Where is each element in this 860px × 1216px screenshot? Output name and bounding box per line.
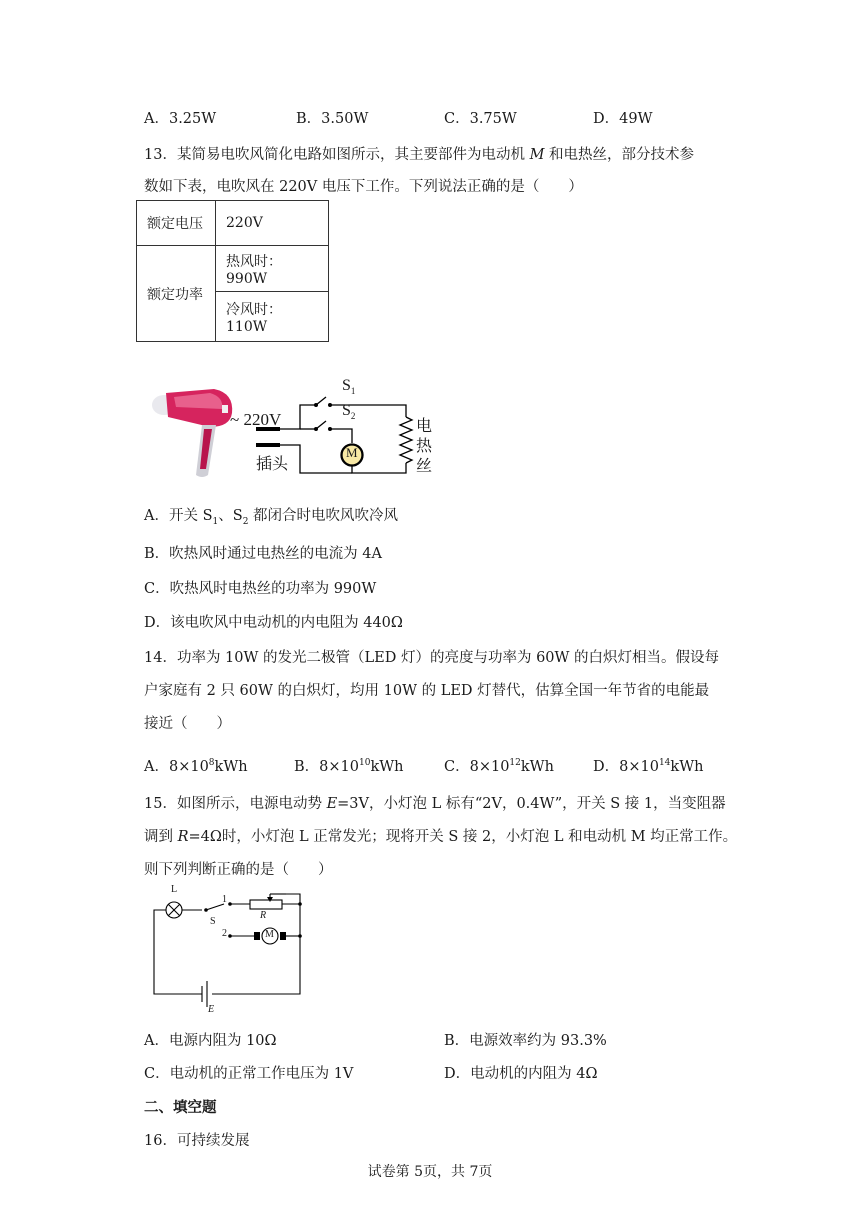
- motor-symbol: M: [346, 445, 358, 460]
- lamp-label: L: [171, 884, 178, 895]
- q13-option-c: C．吹热风时电热丝的功率为 990W: [144, 581, 377, 597]
- q14-stem-line2: 户家庭有 2 只 60W 的白炽灯，均用 10W 的 LED 灯替代，估算全国一年节省的电能最: [144, 683, 710, 699]
- pos1-label: 1: [222, 894, 227, 905]
- heater-label-1: 电: [416, 416, 433, 435]
- q12-option-c: C．3.75W: [444, 111, 517, 127]
- q15-circuit-figure: [150, 886, 310, 1018]
- s2-label: $S_2$: [342, 402, 356, 422]
- q14-stem-line3: 接近（ ）: [144, 716, 231, 732]
- emf-label: E: [208, 1004, 215, 1015]
- rated-voltage-value: 220V: [216, 201, 329, 246]
- q13-option-a: A．开关 $S_1$、$S_2$ 都闭合时电吹风吹冷风: [144, 508, 399, 527]
- motor-label: M: [265, 929, 274, 940]
- cold-wind-power: 冷风时：110W: [216, 292, 329, 342]
- q15-option-a: A．电源内阻为 10Ω: [144, 1033, 277, 1049]
- q15-stem-line3: 则下列判断正确的是（ ）: [144, 862, 333, 878]
- q12-option-d: D．49W: [593, 111, 653, 127]
- hair-dryer-circuit: [144, 383, 444, 483]
- pos2-label: 2: [222, 928, 227, 939]
- q13-option-b: B．吹热风时通过电热丝的电流为 4A: [144, 546, 382, 562]
- section-heading: 二、填空题: [144, 1099, 217, 1116]
- switch-label: S: [210, 916, 216, 927]
- q15-stem-line1: 15．如图所示，电源电动势 E=3V，小灯泡 L 标有“2V，0.4W”，开关 S 接 1，当变阻器: [144, 796, 726, 812]
- q14-option-a: A．$8\times 10^8kWh$: [144, 758, 248, 775]
- q14-option-c: C．$8\times 10^{12}kWh$: [444, 758, 554, 775]
- rated-power-label: 额定功率: [137, 246, 216, 342]
- q15-option-d: D．电动机的内阻为 4Ω: [444, 1066, 598, 1082]
- q14-option-b: B．$8\times 10^{10}kWh$: [294, 758, 404, 775]
- q13-stem-line1: 13．某简易电吹风简化电路如图所示，其主要部件为电动机 M 和电热丝，部分技术参: [144, 147, 695, 163]
- resistor-label: R: [260, 910, 267, 921]
- q15-option-b: B．电源效率约为 93.3%: [444, 1033, 607, 1049]
- q16-stem: 16．可持续发展: [144, 1133, 250, 1149]
- voltage-label: ~ 220V: [230, 410, 282, 429]
- heater-label-2: 热: [416, 436, 433, 455]
- q15-stem-line2: 调到 R=4Ω时，小灯泡 L 正常发光；现将开关 S 接 2，小灯泡 L 和电动机 M 均正常工作。: [144, 829, 738, 845]
- hot-wind-power: 热风时：990W: [216, 246, 329, 292]
- q14-option-d: D．$8\times 10^{14}kWh$: [593, 758, 704, 775]
- q14-stem-line1: 14．功率为 10W 的发光二极管（LED 灯）的亮度与功率为 60W 的白炽灯相当。假设每: [144, 650, 720, 666]
- heater-label-3: 丝: [416, 456, 433, 475]
- q12-option-a: A．3.25W: [144, 111, 217, 127]
- q15-circuit: [150, 886, 310, 1018]
- plug-label: 插头: [256, 454, 289, 473]
- hair-dryer-image: [152, 389, 232, 477]
- q13-option-d: D．该电吹风中电动机的内电阻为 440Ω: [144, 615, 403, 631]
- q13-stem-line2: 数如下表，电吹风在 220V 电压下工作。下列说法正确的是（ ）: [144, 179, 583, 195]
- q15-option-c: C．电动机的正常工作电压为 1V: [144, 1066, 354, 1082]
- hair-dryer-figure: [144, 377, 444, 483]
- rated-voltage-label: 额定电压: [137, 201, 216, 246]
- q12-option-b: B．3.50W: [296, 111, 369, 127]
- spec-table: [136, 200, 329, 342]
- s1-label: $S_1$: [342, 377, 356, 397]
- page-footer: 试卷第 5页，共 7页: [367, 1164, 493, 1180]
